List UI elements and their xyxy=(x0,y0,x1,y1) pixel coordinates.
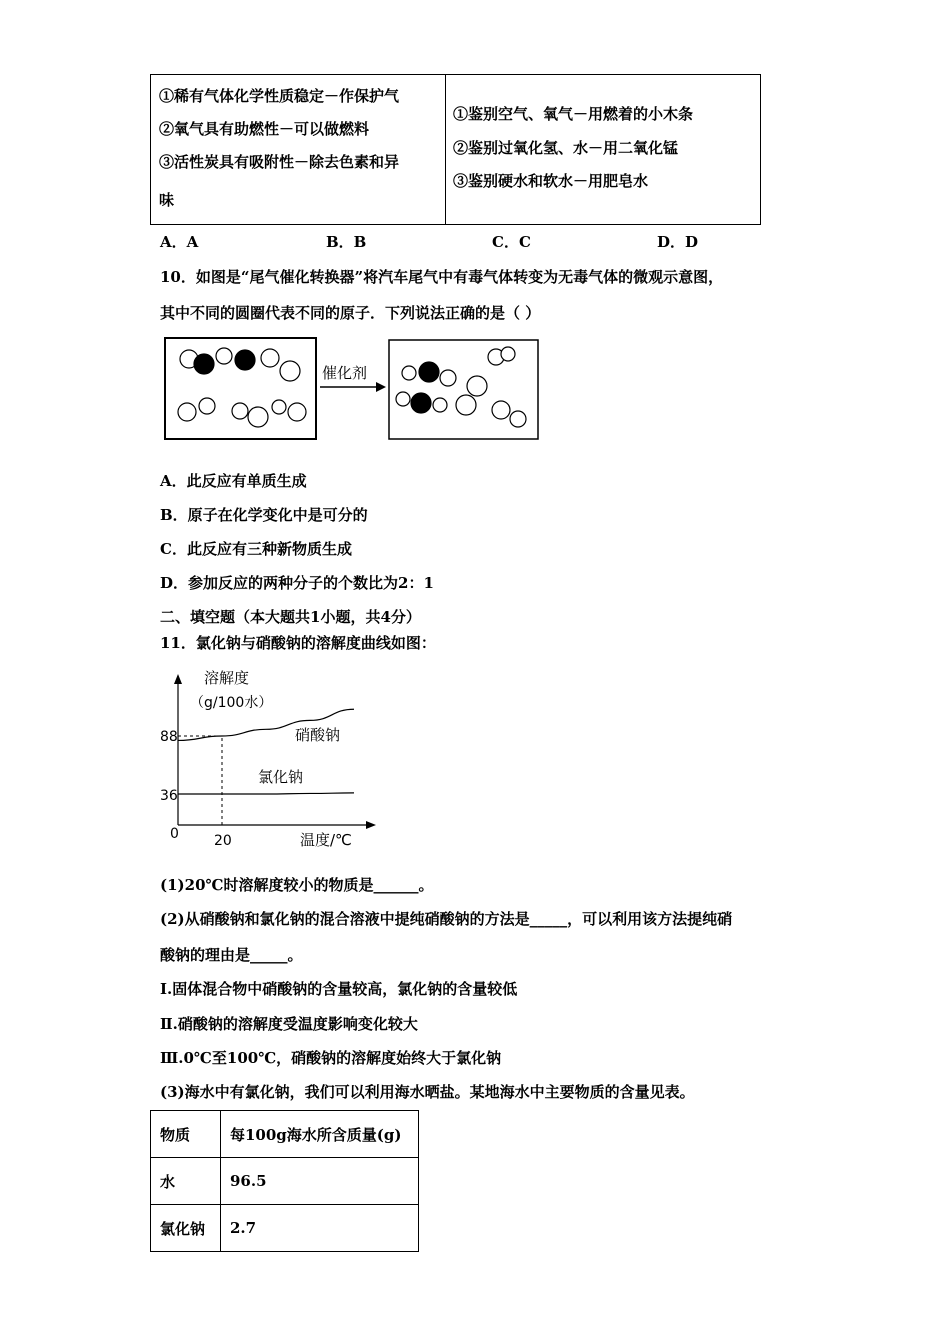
x-axis-arrowhead xyxy=(366,821,376,829)
solubility-chart xyxy=(160,660,390,855)
left-cell-line: 味 xyxy=(159,191,175,209)
q9-option-d[interactable]: D．D xyxy=(657,233,699,251)
y-axis-arrowhead xyxy=(174,674,182,684)
reactant-molecule xyxy=(232,403,268,427)
catalyst-label: 催化剂 xyxy=(322,364,368,382)
section-heading: 二、填空题（本大题共1小题，共4分） xyxy=(160,608,421,626)
left-cell-line: ③活性炭具有吸附性－除去色素和异 xyxy=(159,153,400,171)
table-cell: 水 xyxy=(151,1158,221,1205)
product-molecule xyxy=(402,362,456,386)
y-axis-label-line1: 溶解度 xyxy=(204,669,250,687)
left-cell-line: ②氧气具有助燃性－可以做燃料 xyxy=(159,120,370,138)
origin-label: 0 xyxy=(170,826,179,842)
q11-sub1: (1)20℃时溶解度较小的物质是______。 xyxy=(160,876,434,894)
q10-option-b[interactable]: B．原子在化学变化中是可分的 xyxy=(160,506,368,524)
reactant-molecule xyxy=(180,348,232,374)
q11-reason: Ⅰ.固体混合物中硝酸钠的含量较高，氯化钠的含量较低 xyxy=(160,980,518,998)
series-label-sodium-nitrate: 硝酸钠 xyxy=(295,726,341,744)
q10-option-a[interactable]: A．此反应有单质生成 xyxy=(160,472,307,490)
option-table xyxy=(150,74,761,225)
table-header-row xyxy=(151,1111,419,1158)
right-cell-line: ②鉴别过氧化氢、水－用二氧化锰 xyxy=(453,139,679,157)
q11-sub2: 酸钠的理由是_____。 xyxy=(160,946,303,964)
q11-sub3: (3)海水中有氯化钠，我们可以利用海水晒盐。某地海水中主要物质的含量见表。 xyxy=(160,1083,695,1101)
q10-stem: 其中不同的圆圈代表不同的原子．下列说法正确的是（ ） xyxy=(160,304,541,322)
x-tick-label: 20 xyxy=(214,833,232,849)
q9-option-a[interactable]: A．A xyxy=(160,233,199,251)
reaction-arrowhead xyxy=(376,382,386,392)
reactant-molecule xyxy=(178,398,215,421)
table-divider xyxy=(445,75,446,224)
reactant-molecule xyxy=(272,400,306,421)
product-molecule xyxy=(488,347,515,365)
q10-option-d[interactable]: D．参加反应的两种分子的个数比为2：1 xyxy=(160,574,434,592)
table-row xyxy=(151,1205,419,1252)
q11-stem: 11．氯化钠与硝酸钠的溶解度曲线如图： xyxy=(160,634,436,652)
series-label-sodium-chloride: 氯化钠 xyxy=(258,768,304,786)
left-cell-line: ①稀有气体化学性质稳定－作保护气 xyxy=(159,87,400,105)
y-tick-label: 88 xyxy=(160,729,178,745)
q9-option-c[interactable]: C．C xyxy=(492,233,531,251)
seawater-table xyxy=(150,1110,419,1252)
reactant-molecule xyxy=(235,349,300,381)
product-molecule xyxy=(396,392,447,413)
table-header-cell: 物质 xyxy=(151,1111,221,1158)
q9-option-b[interactable]: B．B xyxy=(326,233,367,251)
reaction-diagram xyxy=(162,334,542,444)
q10-stem: 10．如图是“尾气催化转换器”将汽车尾气中有毒气体转变为无毒气体的微观示意图， xyxy=(160,268,724,286)
q11-reason: Ⅱ.硝酸钠的溶解度受温度影响变化较大 xyxy=(160,1015,418,1033)
y-axis-label-line2: （g/100水） xyxy=(190,695,273,711)
table-cell: 96.5 xyxy=(221,1158,419,1205)
product-molecule xyxy=(492,401,526,427)
x-axis-label: 温度/℃ xyxy=(300,831,352,849)
table-cell: 2.7 xyxy=(221,1205,419,1252)
y-tick-label: 36 xyxy=(160,788,178,804)
q11-reason: Ⅲ.0℃至100℃，硝酸钠的溶解度始终大于氯化钠 xyxy=(160,1049,502,1067)
right-cell-line: ①鉴别空气、氧气－用燃着的小木条 xyxy=(453,105,694,123)
table-row xyxy=(151,1158,419,1205)
series-line-sodium-chloride xyxy=(178,793,354,794)
right-cell-line: ③鉴别硬水和软水－用肥皂水 xyxy=(453,172,649,190)
table-cell: 氯化钠 xyxy=(151,1205,221,1252)
table-header-cell: 每100g海水所含质量(g) xyxy=(221,1111,419,1158)
q11-sub2: (2)从硝酸钠和氯化钠的混合溶液中提纯硝酸钠的方法是_____，可以利用该方法提纯硝 xyxy=(160,910,733,928)
product-molecule xyxy=(456,376,487,415)
q10-option-c[interactable]: C．此反应有三种新物质生成 xyxy=(160,540,352,558)
